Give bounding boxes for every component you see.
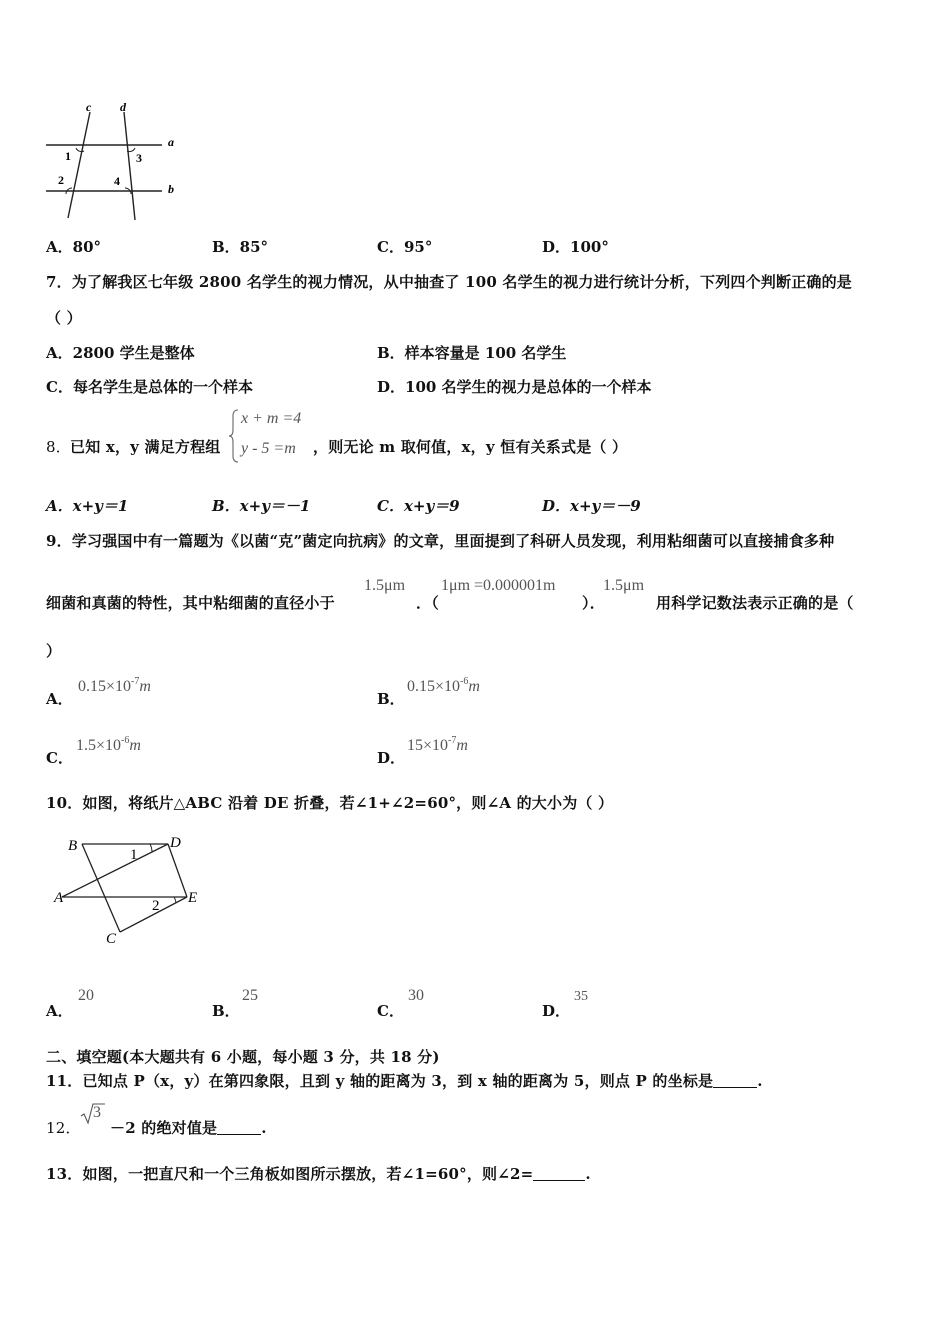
q8-equation-1: x + m =4 [241, 410, 302, 427]
q9-line2-b: ．（ [416, 594, 439, 612]
q9-d-exponent: -7 [448, 735, 457, 746]
q9-option-b-label[interactable]: B． [377, 690, 405, 708]
q9-line2-a: 细菌和真菌的特性，其中粘细菌的直径小于 [46, 594, 335, 612]
q12-stem: －2 的绝对值是 [110, 1119, 218, 1137]
q8-option-a[interactable]: A．x+y＝1 [46, 497, 129, 515]
q11-end: . [757, 1072, 763, 1090]
q9-d-base: 15×10 [407, 737, 449, 754]
q9-option-c-label[interactable]: C． [46, 749, 73, 767]
angle-arc-fig-1 [150, 844, 152, 852]
line-c [68, 112, 90, 218]
q9-option-a-value [78, 676, 151, 696]
fig-label-b: B [68, 838, 78, 854]
fig-label-1: 1 [130, 847, 138, 863]
q10-stem: 10．如图，将纸片△ABC 沿着 DE 折叠，若∠1+∠2=60°，则∠A 的大小为（ ） [46, 794, 614, 812]
q9-c-exponent: -6 [121, 735, 130, 746]
q10-option-c-value: 30 [408, 987, 424, 1004]
q10-option-c-label[interactable]: C． [377, 1002, 404, 1020]
q9-c-base: 1.5×10 [76, 737, 122, 754]
segment-bc [82, 844, 120, 932]
q12-text [110, 1117, 267, 1138]
q12-answer-blank[interactable] [217, 1122, 261, 1135]
q9-d-unit: m [456, 737, 468, 754]
q9-b-unit: m [468, 678, 480, 695]
q8-number: 8． [46, 438, 71, 456]
q13-answer-blank[interactable] [533, 1168, 585, 1181]
q10-option-b-value: 25 [242, 987, 258, 1004]
q6-option-d[interactable]: D．100° [542, 238, 609, 256]
q9-line2-c: ）． [582, 594, 605, 612]
q9-option-a-label[interactable]: A． [46, 690, 73, 708]
equation-brace [228, 408, 240, 464]
label-a: a [168, 135, 174, 149]
q11-text [46, 1070, 763, 1091]
q9-b-exponent: -6 [460, 676, 469, 687]
angle-arc-fig-2 [174, 897, 176, 903]
folded-triangle-figure [50, 830, 210, 950]
q13-end: . [585, 1165, 591, 1183]
q9-a-unit: m [139, 678, 151, 695]
q9-option-b-value [407, 676, 480, 696]
q9-a-exponent: -7 [131, 676, 140, 687]
q7-option-a[interactable]: A．2800 学生是整体 [46, 344, 195, 362]
fig-label-2: 2 [152, 898, 160, 914]
fig-label-a: A [54, 890, 64, 906]
q9-math-conversion: 1μm =0.000001m [441, 577, 556, 594]
q9-c-unit: m [129, 737, 141, 754]
q7-option-c[interactable]: C．每名学生是总体的一个样本 [46, 378, 253, 396]
segment-de [168, 844, 187, 897]
q10-option-d-value: 35 [574, 989, 588, 1004]
q7-option-b[interactable]: B．样本容量是 100 名学生 [377, 344, 567, 362]
q9-b-base: 0.15×10 [407, 678, 461, 695]
label-1: 1 [65, 149, 71, 163]
q10-option-a-label[interactable]: A． [46, 1002, 73, 1020]
q8-option-d[interactable]: D．x+y＝－9 [542, 497, 641, 515]
label-4: 4 [114, 174, 120, 188]
q7-stem-line1: 7．为了解我区七年级 2800 名学生的视力情况，从中抽查了 100 名学生的视力进行统计分析，下列四个判断正确的是 [46, 273, 852, 291]
q10-option-d-label[interactable]: D． [542, 1002, 571, 1020]
fig-label-d: D [170, 835, 181, 851]
q8-equation-2: y - 5 =m [241, 440, 296, 457]
q9-option-c-value [76, 735, 141, 755]
label-d: d [120, 100, 126, 114]
q7-stem-line2: （ ） [46, 309, 82, 327]
label-2: 2 [58, 173, 64, 187]
label-c: c [86, 100, 92, 114]
label-b: b [168, 182, 174, 196]
parallel-lines-figure [40, 96, 190, 226]
q10-option-b-label[interactable]: B． [212, 1002, 240, 1020]
q9-math-diameter: 1.5μm [364, 577, 406, 594]
q11-stem: 11．已知点 P（x，y）在第四象限，且到 y 轴的距离为 3，到 x 轴的距离为 5，则点 P 的坐标是 [46, 1072, 714, 1090]
q13-stem: 13．如图，一把直尺和一个三角板如图所示摆放，若∠1=60°，则∠2= [46, 1165, 534, 1183]
label-3: 3 [136, 151, 142, 165]
q9-a-base: 0.15×10 [78, 678, 132, 695]
q11-answer-blank[interactable] [713, 1075, 757, 1088]
q12-end: . [261, 1119, 267, 1137]
q7-option-d[interactable]: D．100 名学生的视力是总体的一个样本 [377, 378, 652, 396]
q8-text-before: 已知 x，y 满足方程组 [70, 438, 221, 456]
q9-line3: ） [46, 642, 62, 660]
q13-text [46, 1163, 591, 1184]
q9-option-d-label[interactable]: D． [377, 749, 406, 767]
q9-option-d-value [407, 735, 468, 755]
line-d [124, 112, 135, 220]
q9-math-value: 1.5μm [603, 577, 645, 594]
q6-option-b[interactable]: B．85° [212, 238, 269, 256]
fig-label-e: E [188, 890, 198, 906]
q12-number: 12． [46, 1119, 81, 1137]
q8-option-b[interactable]: B．x+y＝－1 [212, 497, 311, 515]
q10-option-a-value: 20 [78, 987, 94, 1004]
section-heading: 二、填空题(本大题共有 6 小题，每小题 3 分，共 18 分) [46, 1048, 440, 1066]
q6-option-a[interactable]: A．80° [46, 238, 102, 256]
q6-option-c[interactable]: C．95° [377, 238, 433, 256]
q9-line2-d: 用科学记数法表示正确的是（ [656, 594, 854, 612]
q8-text-after: ，则无论 m 取何值，x，y 恒有关系式是（ ） [313, 438, 628, 456]
fig-label-c: C [106, 931, 117, 947]
q12-radicand: 3 [93, 1104, 101, 1121]
q8-option-c[interactable]: C．x+y＝9 [377, 497, 460, 515]
q9-line1: 9．学习强国中有一篇题为《以菌“克”菌定向抗病》的文章，里面提到了科研人员发现，利用粘细菌可以直接捕食多种 [46, 532, 835, 550]
